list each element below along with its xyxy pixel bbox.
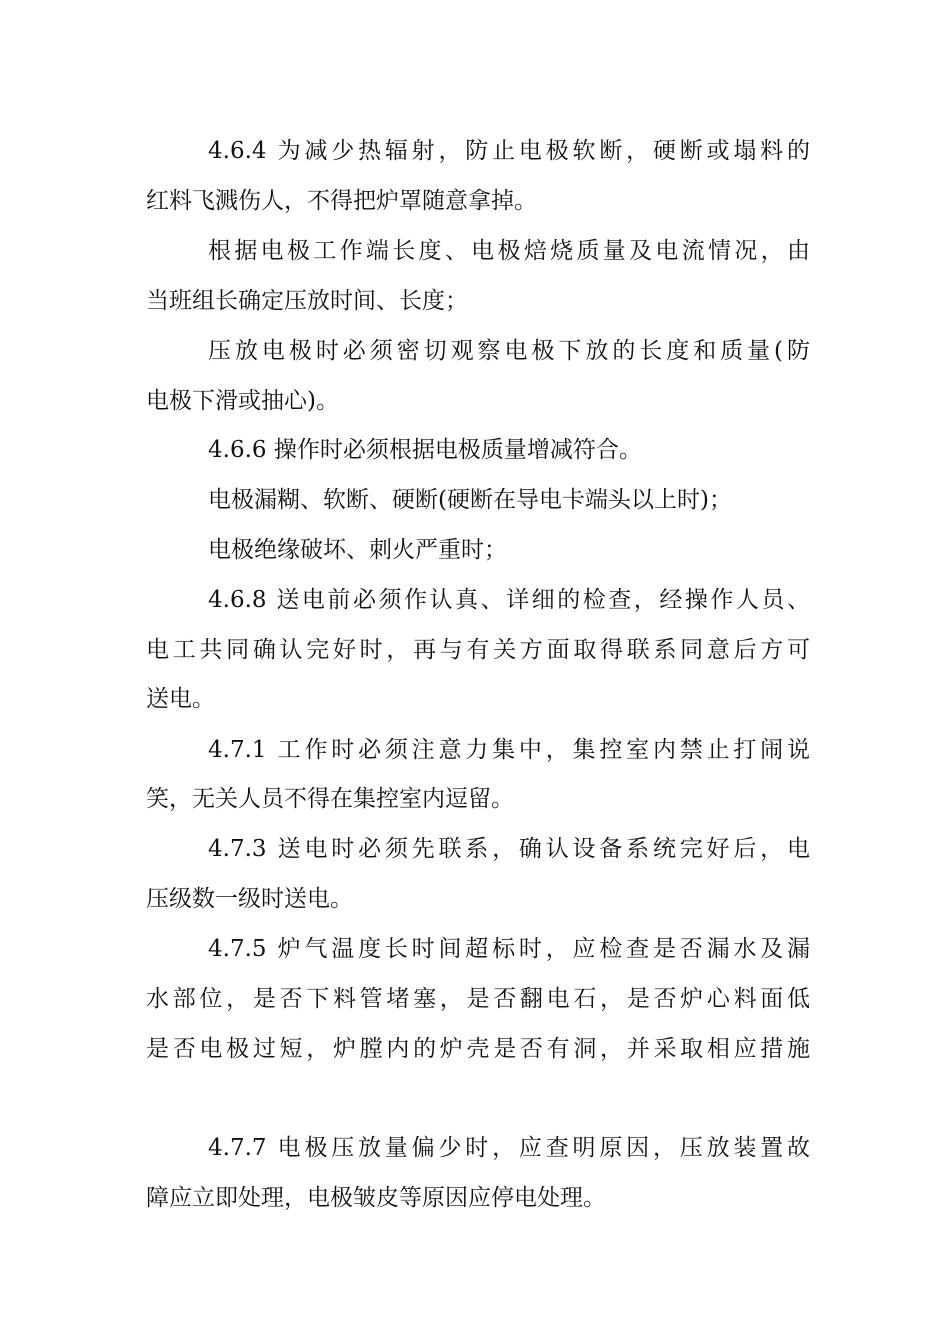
text-line: 根据电极工作端长度、电极焙烧质量及电流情况，由 [208,238,810,264]
text-line: 电工共同确认完好时，再与有关方面取得联系同意后方可 [146,637,810,663]
text-line: 压放电极时必须密切观察电极下放的长度和质量(防 [208,338,810,364]
text-line: 4.6.8 送电前必须作认真、详细的检查，经操作人员、 [208,587,810,613]
text-line: 4.6.6 操作时必须根据电极质量增减符合。 [208,437,642,463]
text-line: 电极漏糊、软断、硬断(硬断在导电卡端头以上时)； [208,487,732,513]
text-line: 当班组长确定压放时间、长度； [146,288,468,314]
text-line: 电极绝缘破坏、刺火严重时； [208,537,507,563]
text-line: 4.7.3 送电时必须先联系，确认设备系统完好后，电 [208,836,810,862]
text-line: 障应立即处理，电极皱皮等原因应停电处理。 [146,1185,606,1211]
text-line: 水部位，是否下料管堵塞，是否翻电石，是否炉心料面低 [146,986,810,1012]
text-line: 4.7.7 电极压放量偏少时，应查明原因，压放装置故 [208,1135,810,1161]
text-line: 笑，无关人员不得在集控室内逗留。 [146,786,514,812]
text-line: 4.7.1 工作时必须注意力集中，集控室内禁止打闹说 [208,737,810,763]
text-line: 电极下滑或抽心)。 [146,388,339,414]
text-line: 红料飞溅伤人，不得把炉罩随意拿掉。 [146,188,537,214]
text-line: 4.6.4 为减少热辐射，防止电极软断，硬断或塌料的 [208,138,810,164]
text-line: 是否电极过短，炉膛内的炉壳是否有洞，并采取相应措施 [146,1036,810,1062]
text-line: 压级数一级时送电。 [146,886,353,912]
text-line: 4.7.5 炉气温度长时间超标时，应检查是否漏水及漏 [208,936,810,962]
text-line: 送电。 [146,686,215,712]
